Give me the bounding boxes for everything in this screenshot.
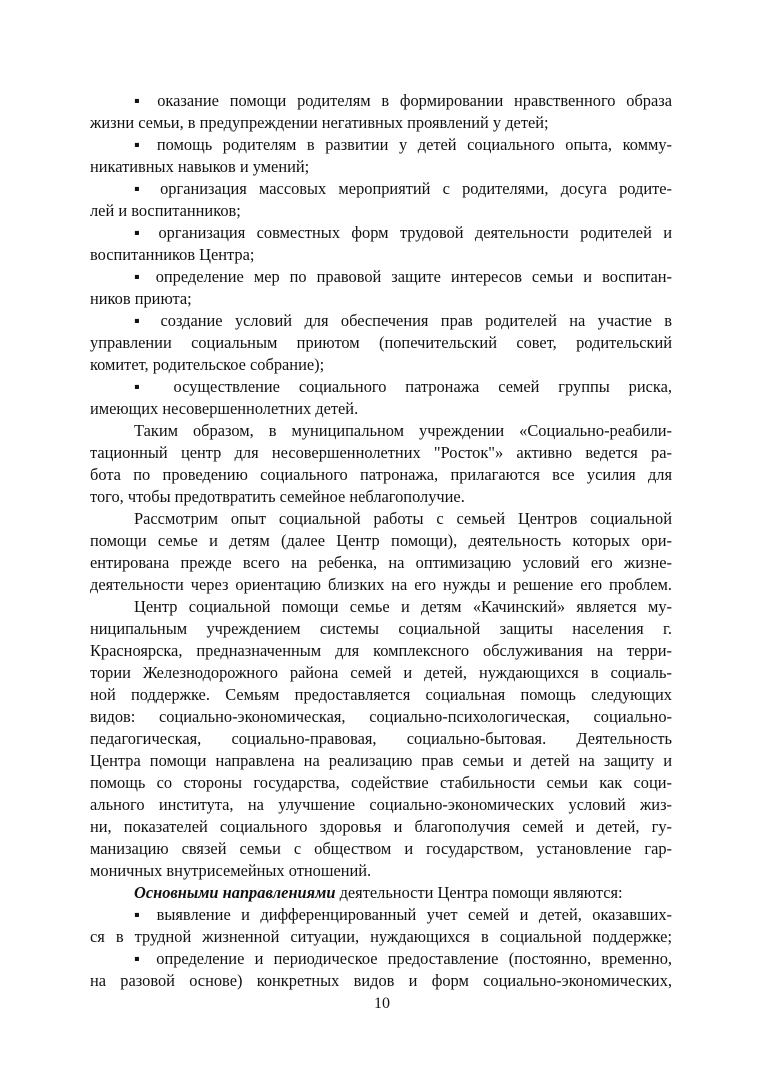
text-line: манизацию связей семьи с обществом и государством, установление гар- — [90, 839, 672, 858]
text-line: ▪ организация массовых мероприятий с родителями, досуга родите- — [134, 179, 672, 198]
text-line: ▪ определение и периодическое предоставление (постоянно, временно, — [134, 949, 672, 968]
text-line: помощи семье и детям (далее Центр помощи), деятельность которых ори- — [90, 531, 672, 550]
text-line: воспитанников Центра; — [90, 245, 255, 264]
text-line: ной поддержке. Семьям предоставляется социальная помощь следующих — [90, 685, 672, 704]
text-line: ▪ организация совместных форм трудовой деятельности родителей и — [134, 223, 672, 242]
text-line: управлении социальным приютом (попечительский совет, родительский — [90, 333, 672, 352]
text-line: помощь со стороны государства, содействие стабильности семьи как соци- — [90, 773, 672, 792]
text-line: Таким образом, в муниципальном учреждении «Социально-реабили- — [134, 421, 672, 440]
text-line: никативных навыков и умений; — [90, 157, 310, 176]
text-line: ▪ помощь родителям в развитии у детей социального опыта, комму- — [134, 135, 672, 154]
text-line: тационный центр для несовершеннолетних "Росток"» активно ведется ра- — [90, 443, 672, 462]
text-line: ▪ осуществление социального патронажа семей группы риска, — [134, 377, 672, 396]
text-line: тории Железнодорожного района семей и детей, нуждающихся в социаль- — [90, 663, 672, 682]
directions-heading — [134, 882, 672, 904]
text-line: педагогическая, социально-правовая, социально-бытовая. Деятельность — [90, 729, 672, 748]
text-line: ся в трудной жизненной ситуации, нуждающихся в социальной поддержке; — [90, 927, 672, 946]
page-number: 10 — [374, 995, 390, 1012]
text-line: имеющих несовершеннолетних детей. — [90, 399, 359, 418]
text-line: ни, показателей социального здоровья и благополучия семей и детей, гу- — [90, 817, 672, 836]
text-line: деятельности через ориентацию близких на его нужды и решение его проблем. — [90, 575, 672, 594]
text-line: ▪ определение мер по правовой защите интересов семьи и воспитан- — [134, 267, 672, 286]
text-line: комитет, родительское собрание); — [90, 355, 325, 374]
directions-heading-emphasis: Основными направлениями — [134, 883, 336, 902]
text-line: Центр социальной помощи семье и детям «Качинский» является му- — [134, 597, 672, 616]
text-line: ального института, на улучшение социально-экономических условий жиз- — [90, 795, 672, 814]
text-line: бота по проведению социального патронажа, прилагаются все усилия для — [90, 465, 672, 484]
text-line: Красноярска, предназначенным для комплексного обслуживания на терри- — [90, 641, 672, 660]
text-line: ников приюта; — [90, 289, 192, 308]
text-line: ▪ выявление и дифференцированный учет семей и детей, оказавших- — [134, 905, 672, 924]
text-line: лей и воспитанников; — [90, 201, 241, 220]
text-line: видов: социально-экономическая, социально-психологическая, социально- — [90, 707, 672, 726]
text-line: ▪ создание условий для обеспечения прав родителей на участие в — [134, 311, 672, 330]
text-line: моничных внутрисемейных отношений. — [90, 861, 372, 880]
text-line: жизни семьи, в предупреждении негативных проявлений у детей; — [90, 113, 549, 132]
text-line: ниципальным учреждением системы социальной защиты населения г. — [90, 619, 672, 638]
directions-heading-rest: деятельности Центра помощи являются: — [335, 883, 623, 902]
text-line: ▪ оказание помощи родителям в формировании нравственного образа — [134, 91, 672, 110]
text-line: того, чтобы предотвратить семейное неблагополучие. — [90, 487, 465, 506]
text-line: ентирована прежде всего на ребенка, на оптимизацию условий его жизне- — [90, 553, 672, 572]
text-line: на разовой основе) конкретных видов и форм социально-экономических, — [90, 971, 672, 990]
text-line: Центра помощи направлена на реализацию прав семьи и детей на защиту и — [90, 751, 672, 770]
text-line: Рассмотрим опыт социальной работы с семьей Центров социальной — [134, 509, 672, 528]
